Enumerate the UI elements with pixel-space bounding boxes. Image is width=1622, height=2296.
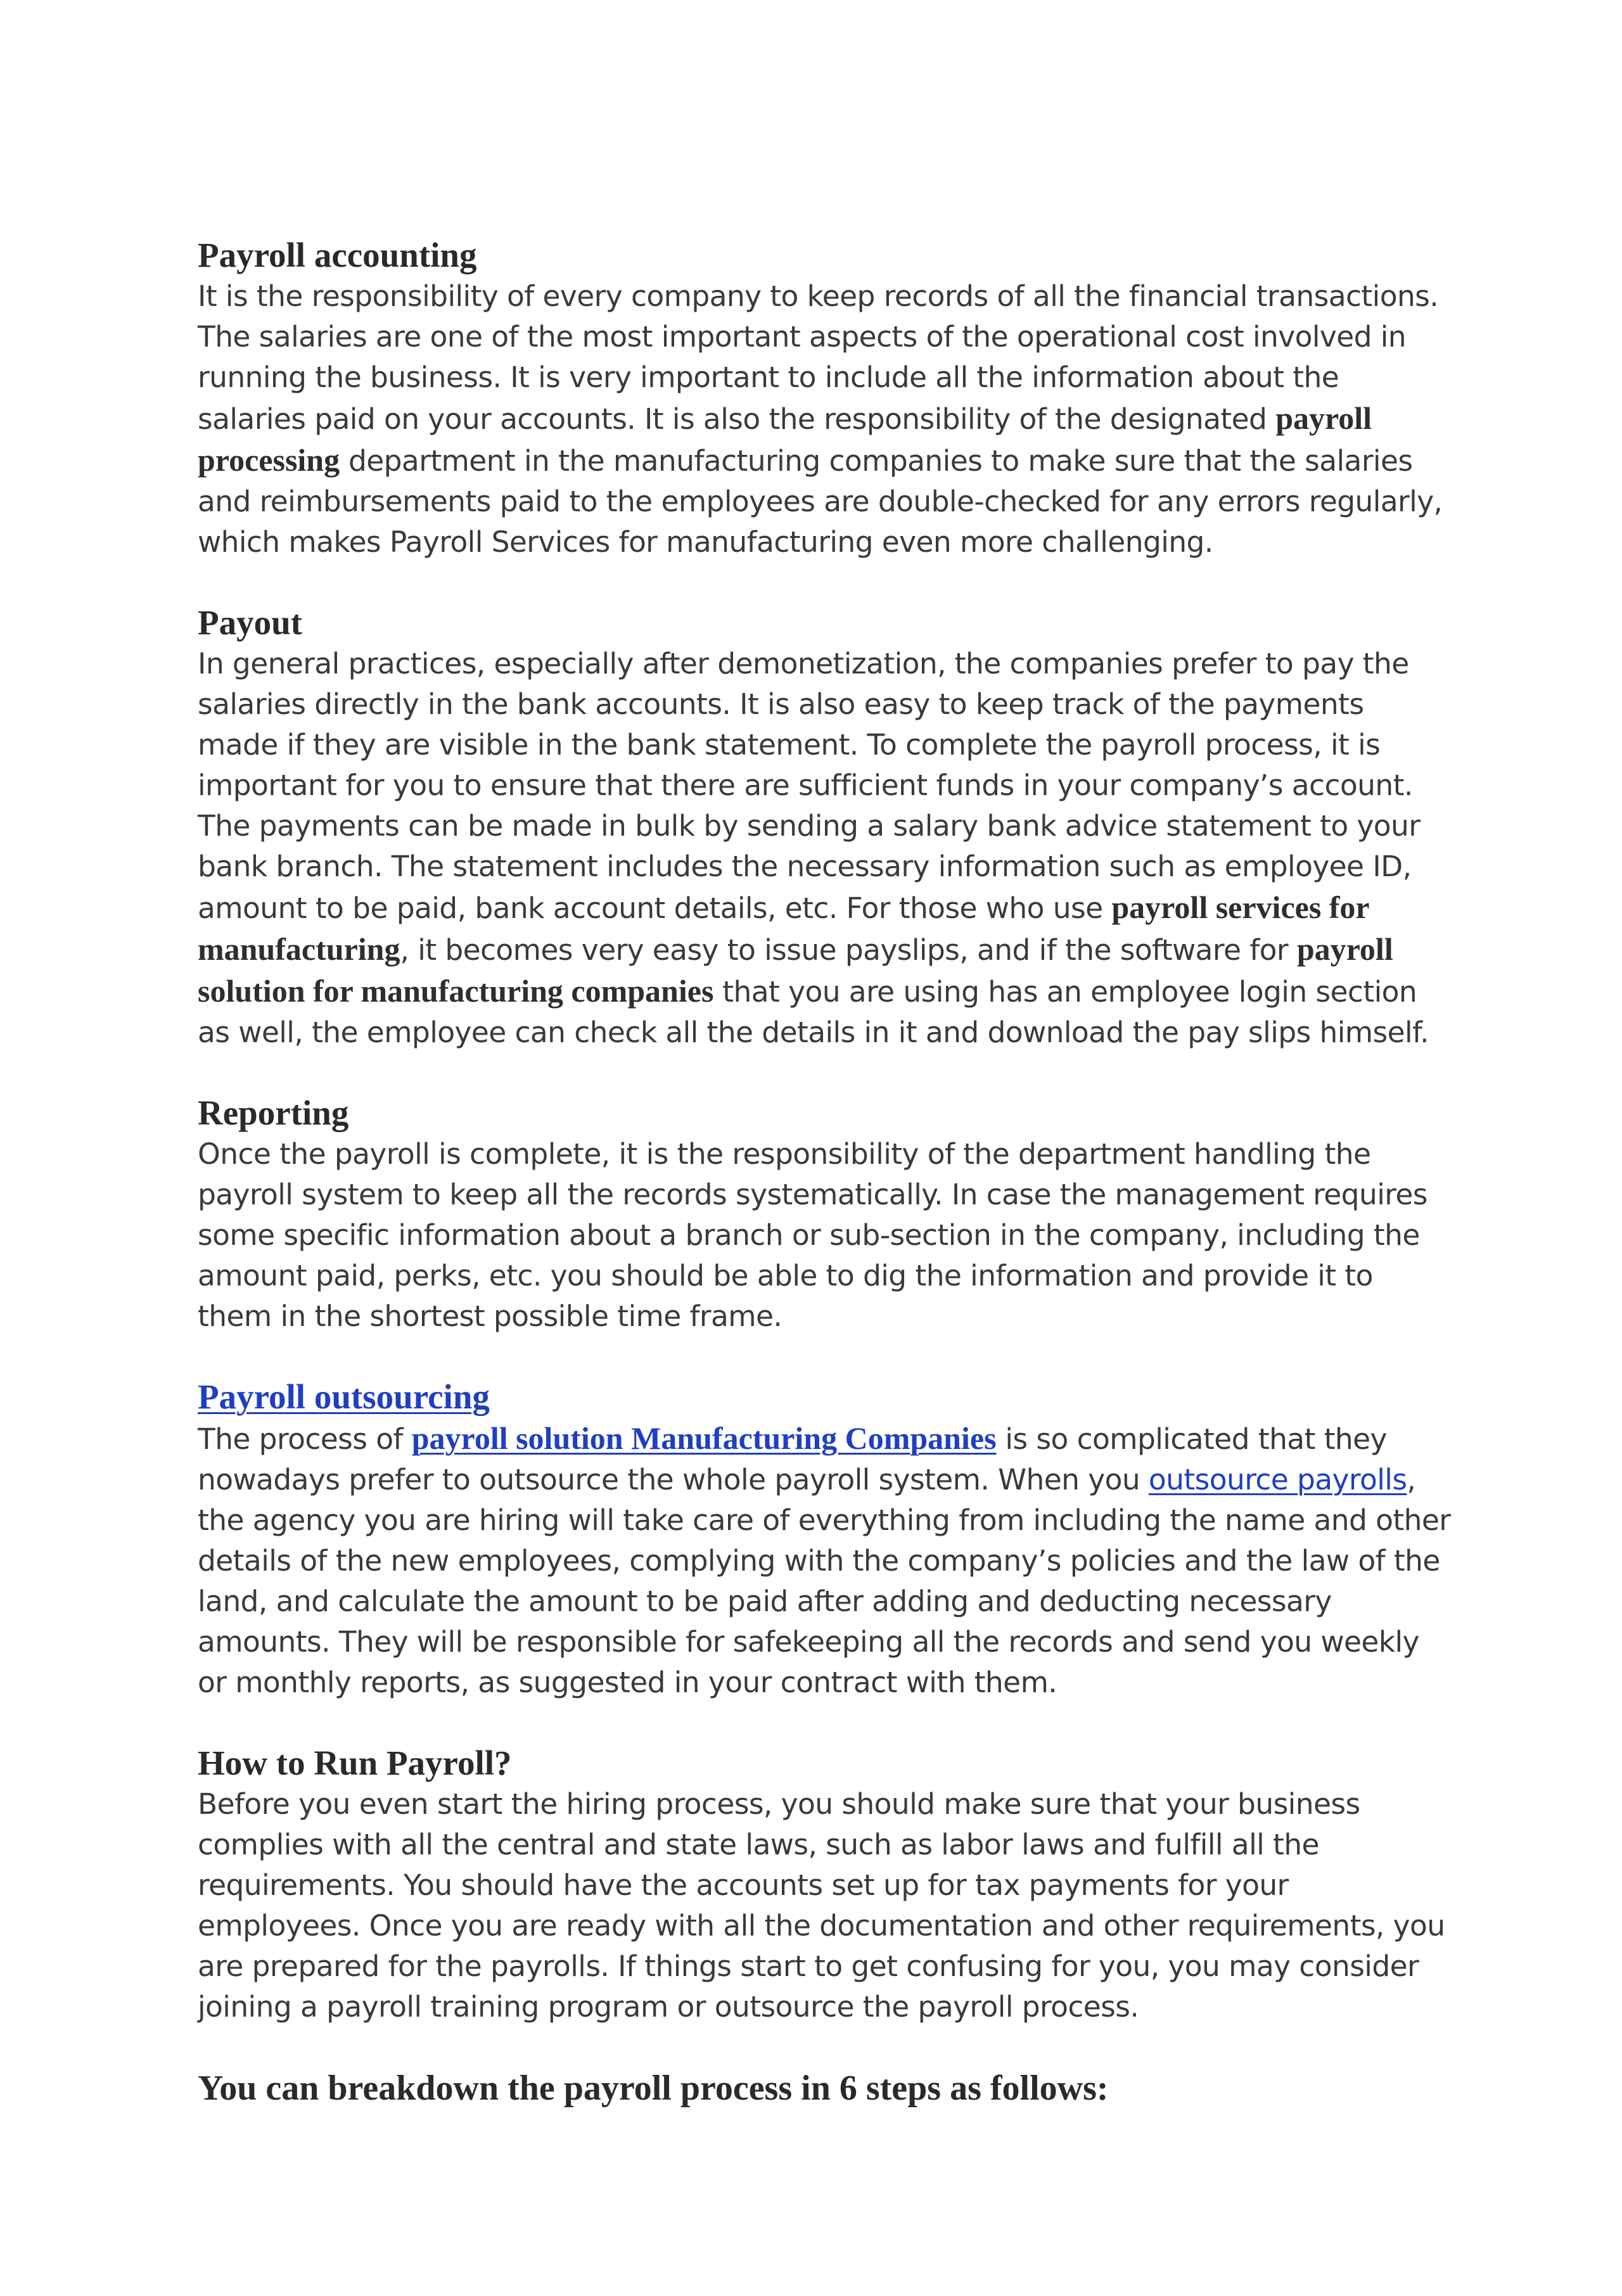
text-fragment: It is the responsibility of every company to keep records of all the financial transactions. The salaries are one of the most important aspects of the operational cost involved in running the business. It is very important to include all the information about the salaries paid on your accounts. It is also the responsibility of the designated [198,279,1439,436]
bold-term-payroll-solution: payroll solution for manufacturing companies [198,931,1393,1009]
link-outsource-payrolls[interactable]: outsource payrolls [1148,1463,1407,1496]
heading-six-steps: You can breakdown the payroll process in 6 steps as follows: [198,2069,1109,2108]
paragraph-payroll-accounting [198,276,1452,563]
paragraph-payout [198,644,1452,1053]
link-payroll-solution-manufacturing[interactable]: payroll solution Manufacturing Companies [411,1420,997,1456]
paragraph-reporting: Once the payroll is complete, it is the responsibility of the department handling the payroll system to keep all the records systematically. In case the management requires some specific information about a branch or sub-section in the company, including the amount paid, perks, etc. you should be able to dig the information and provide it to them in the shortest possible time frame. [198,1137,1427,1333]
text-fragment: department in the manufacturing companies to make sure that the salaries and reimbursements paid to the employees are double-checked for any errors regularly, which makes Payroll Services for manufacturing even more challenging. [198,444,1443,559]
text-fragment: In general practices, especially after demonetization, the companies prefer to pay the salaries directly in the bank accounts. It is also easy to keep track of the payments made if they are visible in the bank statement. To complete the payroll process, it is important for you to ensure that there are sufficient funds in your company’s account. The payments can be made in bulk by sending a salary bank advice statement to your bank branch. The statement includes the necessary information such as employee ID, amount to be paid, bank account details, etc. For those who use [198,647,1421,925]
document-page [198,234,1452,2110]
section-payroll-accounting [198,234,1452,563]
section-payout [198,602,1452,1053]
bold-term-payroll-services: payroll services for manufacturing [198,890,1369,967]
heading-payroll-accounting: Payroll accounting [198,236,477,274]
text-fragment: , it becomes very easy to issue payslips, and if the software for [400,933,1297,967]
heading-payroll-outsourcing-link[interactable]: Payroll outsourcing [198,1377,490,1416]
heading-reporting: Reporting [198,1094,349,1132]
text-fragment: The process of [198,1422,412,1456]
section-reporting [198,1092,1452,1337]
text-fragment: that you are using has an employee login section as well, the employee can check all the details in it and download the pay slips himself. [198,975,1429,1049]
text-fragment: is so complicated that they nowadays prefer to outsource the whole payroll system. When you [198,1422,1387,1496]
heading-how-to-run-payroll: How to Run Payroll? [198,1744,512,1782]
text-fragment: , the agency you are hiring will take care of everything from including the name and other details of the new employees, complying with the company’s policies and the law of the land, and calculate the amount to be paid after adding and deducting necessary amounts. They will be responsible for safekeeping all the records and send you weekly or monthly reports, as suggested in your contract with them. [198,1463,1451,1699]
section-payroll-outsourcing [198,1376,1452,1703]
paragraph-payroll-outsourcing [198,1418,1452,1703]
heading-payout: Payout [198,603,302,642]
paragraph-how-to-run-payroll: Before you even start the hiring process, you should make sure that your business complies with all the central and state laws, such as labor laws and fulfill all the requirements. You should have the accounts set up for tax payments for your employees. Once you are ready with all the documentation and other requirements, you are prepared for the payrolls. If things start to get confusing for you, you may consider joining a payroll training program or outsource the payroll process. [198,1787,1445,2024]
section-how-to-run-payroll [198,1742,1452,2027]
bold-term-payroll-processing: payroll processing [198,400,1372,478]
